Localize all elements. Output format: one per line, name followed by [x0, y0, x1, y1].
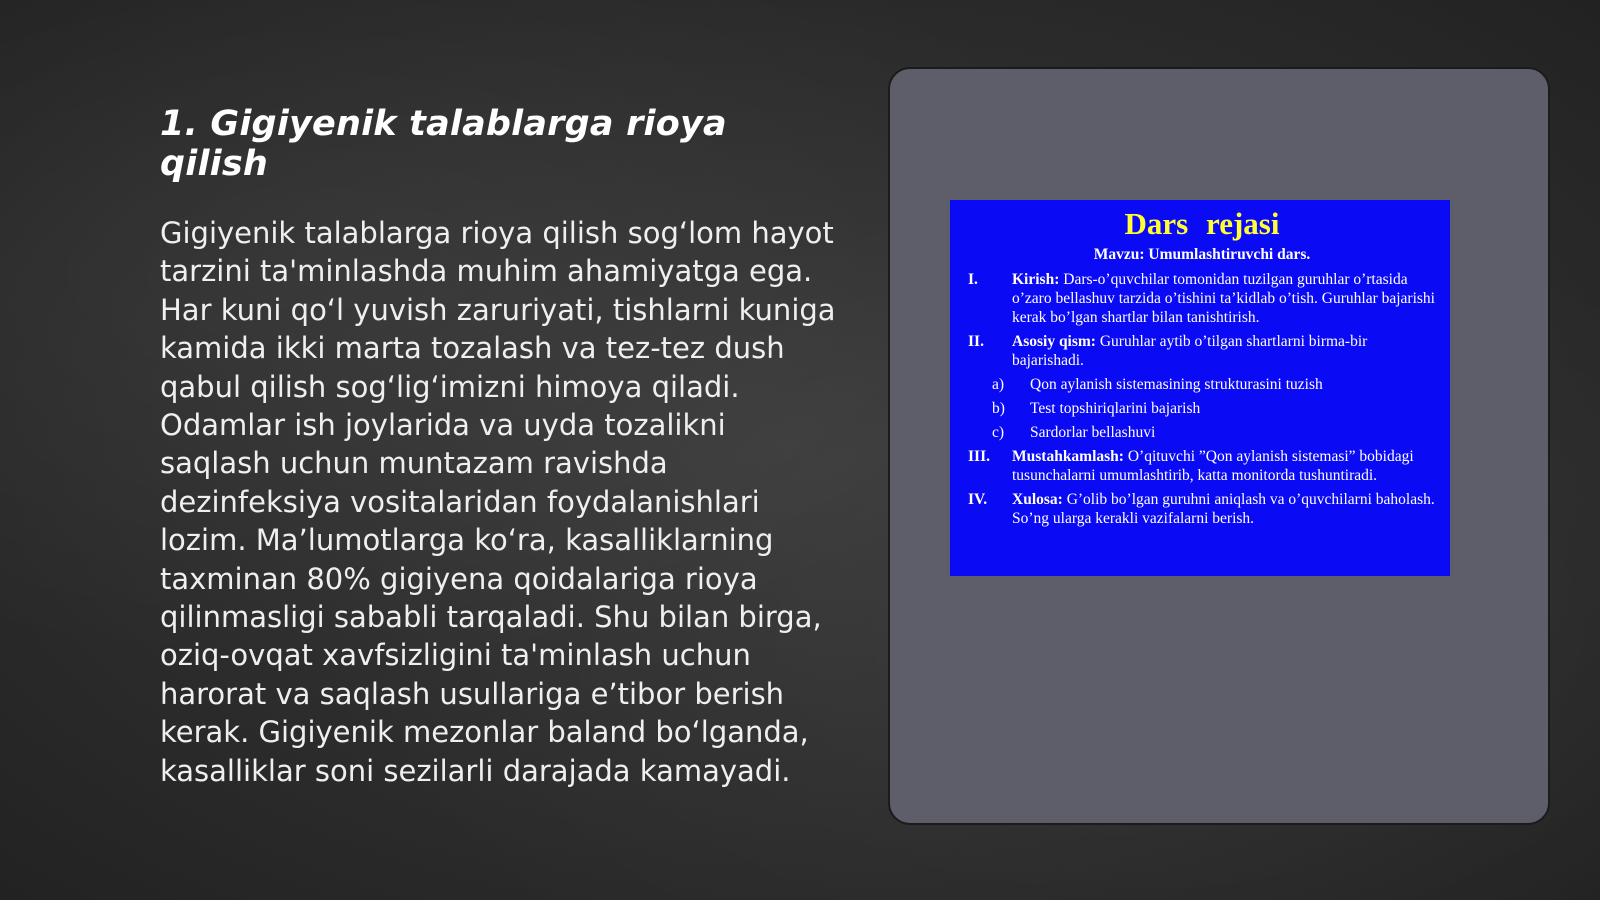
plan-subitem-text: Test topshiriqlarini bajarish	[1030, 400, 1201, 417]
plan-item-number: III.	[968, 448, 990, 465]
slide-body-text: Gigiyenik talablarga rioya qilish sog‘lom hayot tarzini ta'minlashda muhim ahamiyatga ega. Har kuni qo‘l yuvish zaruriyati, tishlarni kuniga kamida ikki marta tozalash va tez-tez dush qabul qilish sog‘lig‘imizni himoya qiladi. Odamlar ish joylarida va uyda tozalikni saqlash uchun muntazam ravishda dezinfeksiya vositalaridan foydalanishlari lozim. Ma’lumotlarga ko‘ra, kasalliklarning taxminan 80% gigiyena qoidalariga rioya qilinmasligi sababli tarqaladi. Shu bilan birga, oziq-ovqat xavfsizligini ta'minlash uchun harorat va saqlash usullariga e’tibor berish kerak. Gigiyenik mezonlar baland bo‘lganda, kasalliklar soni sezilarli darajada kamayadi.	[160, 216, 836, 788]
plan-item-number: IV.	[968, 491, 988, 508]
plan-item	[968, 332, 1436, 370]
plan-item-content	[1012, 270, 1436, 327]
plan-item-content	[1012, 447, 1436, 485]
plan-item-label: Asosiy qism:	[1012, 333, 1096, 350]
plan-item-number: II.	[968, 333, 984, 350]
plan-subitem-letter: a)	[992, 376, 1005, 393]
plan-item-text: G’olib bo’lgan guruhni aniqlash va o’quvchilarni baholash. So’ng ularga kerakli vazifalarni berish.	[1012, 491, 1435, 527]
plan-item-content	[1012, 490, 1436, 528]
plan-subitem-letter: b)	[992, 400, 1005, 417]
plan-item-label: Xulosa:	[1012, 491, 1063, 508]
plan-item-label: Mustahkamlash:	[1012, 448, 1124, 465]
plan-item-content	[1012, 332, 1436, 370]
plan-subitem	[968, 423, 1436, 442]
plan-subitem	[968, 375, 1436, 394]
plan-item	[968, 490, 1436, 528]
plan-title: Dars rejasi	[1124, 206, 1280, 241]
lesson-plan-image	[950, 200, 1450, 576]
plan-subitem-text: Qon aylanish sistemasining strukturasini tuzish	[1030, 376, 1323, 393]
plan-item-label: Kirish:	[1012, 271, 1060, 288]
slide-title: 1. Gigiyenik talablarga rioya qilish	[160, 104, 727, 184]
plan-item-text: Dars-o’quvchilar tomonidan tuzilgan guruhlar o’rtasida o’zaro bellashuv tarzida o’tishini ta’kidlab o’tish. Guruhlar bajarishi kerak bo’lgan shartlar bilan tanishtirish.	[1012, 271, 1435, 326]
plan-item	[968, 270, 1436, 327]
plan-subitem	[968, 399, 1436, 418]
text-column	[160, 104, 840, 790]
plan-subitem-text: Sardorlar bellashuvi	[1030, 424, 1156, 441]
plan-item	[968, 447, 1436, 485]
plan-subtitle: Mavzu: Umumlashtiruvchi dars.	[1093, 246, 1311, 263]
plan-item-text: Guruhlar aytib o’tilgan shartlarni birma-bir bajarishadi.	[1012, 333, 1368, 369]
plan-item-number: I.	[968, 271, 978, 288]
plan-item-text: O’qituvchi ”Qon aylanish sistemasi” bobidagi tusunchalarni umumlashtirib, katta monitorda tushuntiradi.	[1012, 448, 1414, 484]
plan-subitem-letter: c)	[992, 424, 1005, 441]
